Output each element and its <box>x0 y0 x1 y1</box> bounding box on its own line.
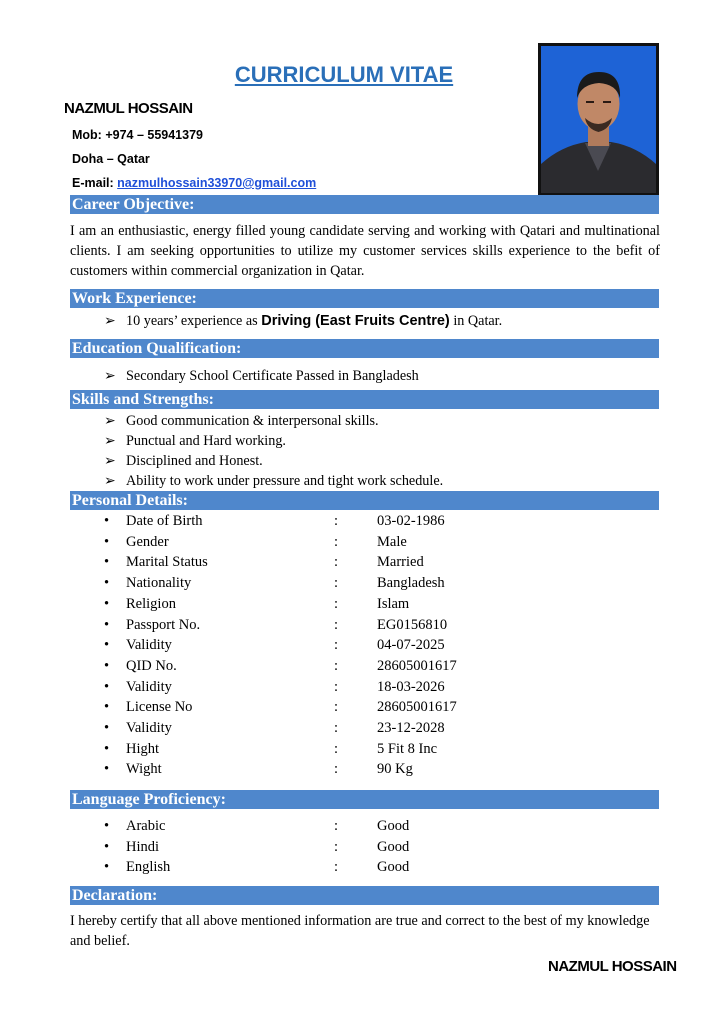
detail-label: QID No. <box>126 657 177 674</box>
detail-colon: : <box>334 740 339 757</box>
bullet-icon: • <box>104 761 110 778</box>
detail-label: Nationality <box>126 575 192 592</box>
detail-row <box>104 759 564 780</box>
education-text: Secondary School Certificate Passed in Bangladesh <box>126 368 419 384</box>
bullet-icon: • <box>104 616 110 633</box>
bullet-icon: • <box>104 818 110 834</box>
arrow-bullet-icon: ➢ <box>104 313 116 329</box>
detail-row <box>104 718 564 739</box>
detail-colon: : <box>334 761 339 778</box>
detail-value: Male <box>377 533 407 550</box>
skills-heading: Skills and Strengths: <box>70 390 659 409</box>
education-item <box>104 366 419 386</box>
skill-item <box>104 411 379 431</box>
detail-colon: : <box>334 513 339 529</box>
detail-label: English <box>126 859 171 876</box>
detail-colon: : <box>334 554 339 571</box>
detail-value: 23-12-2028 <box>377 720 445 736</box>
bullet-icon: • <box>104 513 110 529</box>
arrow-bullet-icon: ➢ <box>104 473 116 489</box>
detail-colon: : <box>334 818 339 834</box>
detail-value: Islam <box>377 595 410 612</box>
detail-value: Married <box>377 554 424 571</box>
skill-text: Good communication & interpersonal skills. <box>126 413 379 429</box>
arrow-bullet-icon: ➢ <box>104 433 116 449</box>
detail-label: Gender <box>126 533 169 550</box>
detail-row <box>104 739 564 760</box>
bullet-icon: • <box>104 678 110 695</box>
detail-colon: : <box>334 678 339 695</box>
personal-details-heading: Personal Details: <box>70 491 659 510</box>
bullet-icon: • <box>104 554 110 571</box>
bullet-icon: • <box>104 637 110 654</box>
education-heading: Education Qualification: <box>70 339 659 358</box>
detail-value: 5 Fit 8 Inc <box>377 740 438 757</box>
email-line <box>72 176 316 190</box>
detail-label: Religion <box>126 595 176 612</box>
bullet-icon: • <box>104 699 110 716</box>
detail-value: 28605001617 <box>377 657 457 674</box>
detail-colon: : <box>334 699 339 716</box>
detail-row <box>104 573 564 594</box>
person-portrait <box>541 46 656 193</box>
bullet-icon: • <box>104 575 110 592</box>
work-role: Driving (East Fruits Centre) <box>261 313 450 329</box>
email-label: E-mail: <box>72 176 118 190</box>
detail-colon: : <box>334 859 339 876</box>
detail-value: 04-07-2025 <box>377 637 445 654</box>
bullet-icon: • <box>104 740 110 757</box>
skill-text: Ability to work under pressure and tight work schedule. <box>126 473 444 489</box>
detail-label: Wight <box>126 761 162 778</box>
detail-value: 18-03-2026 <box>377 678 445 695</box>
email-link[interactable]: nazmulhossain33970@gmail.com <box>117 176 317 190</box>
detail-label: Date of Birth <box>126 513 203 529</box>
detail-label: Marital Status <box>126 554 208 571</box>
detail-row <box>104 857 564 878</box>
detail-value: Good <box>377 859 410 876</box>
detail-value: 28605001617 <box>377 699 457 716</box>
detail-colon: : <box>334 616 339 633</box>
detail-label: Validity <box>126 720 172 736</box>
skill-text: Disciplined and Honest. <box>126 453 263 469</box>
detail-row <box>104 635 564 656</box>
detail-row <box>104 615 564 636</box>
detail-label: Hindi <box>126 838 160 855</box>
detail-row <box>104 656 564 677</box>
detail-colon: : <box>334 838 339 855</box>
work-experience-item <box>104 311 502 331</box>
work-experience-heading: Work Experience: <box>70 289 659 308</box>
detail-label: Arabic <box>126 818 166 834</box>
detail-colon: : <box>334 595 339 612</box>
bullet-icon: • <box>104 720 110 736</box>
detail-value: EG0156810 <box>377 616 448 633</box>
arrow-bullet-icon: ➢ <box>104 413 116 429</box>
detail-label: Passport No. <box>126 616 201 633</box>
detail-colon: : <box>334 575 339 592</box>
arrow-bullet-icon: ➢ <box>104 453 116 469</box>
bullet-icon: • <box>104 859 110 876</box>
detail-value: Good <box>377 838 410 855</box>
detail-row <box>104 511 564 532</box>
detail-label: License No <box>126 699 193 716</box>
mobile-number: Mob: +974 – 55941379 <box>72 128 203 142</box>
skill-item <box>104 451 263 471</box>
detail-value: 03-02-1986 <box>377 513 445 529</box>
career-objective-heading: Career Objective: <box>70 195 659 214</box>
detail-colon: : <box>334 533 339 550</box>
detail-colon: : <box>334 637 339 654</box>
detail-value: 90 Kg <box>377 761 413 778</box>
candidate-name: NAZMUL HOSSAIN <box>64 100 193 117</box>
profile-photo <box>538 43 659 196</box>
detail-row <box>104 532 564 553</box>
location: Doha – Qatar <box>72 152 150 166</box>
detail-value: Bangladesh <box>377 575 445 592</box>
detail-colon: : <box>334 720 339 736</box>
skill-text: Punctual and Hard working. <box>126 433 286 449</box>
detail-row <box>104 677 564 698</box>
work-suffix: in Qatar. <box>449 313 503 329</box>
arrow-bullet-icon: ➢ <box>104 368 116 384</box>
detail-value: Good <box>377 818 410 834</box>
detail-colon: : <box>334 657 339 674</box>
skill-item <box>104 431 286 451</box>
skill-item <box>104 471 443 491</box>
bullet-icon: • <box>104 838 110 855</box>
detail-row <box>104 594 564 615</box>
detail-label: Validity <box>126 678 172 695</box>
work-prefix: 10 years’ experience as <box>126 313 262 329</box>
bullet-icon: • <box>104 595 110 612</box>
cv-title: CURRICULUM VITAE <box>234 62 454 87</box>
language-heading: Language Proficiency: <box>70 790 659 809</box>
detail-row <box>104 552 564 573</box>
detail-label: Hight <box>126 740 160 757</box>
declaration-text: I hereby certify that all above mentioned information are true and correct to the best of my knowledge and belief. <box>70 913 650 949</box>
detail-row <box>104 697 564 718</box>
career-objective-text: I am an enthusiastic, energy filled young candidate serving and working with Qatari and multinational clients. I am seeking opportunities to utilize my customer services skills experience to the befit of customers within commercial organization in Qatar. <box>70 223 660 279</box>
declaration-heading: Declaration: <box>70 886 659 905</box>
bullet-icon: • <box>104 657 110 674</box>
bullet-icon: • <box>104 533 110 550</box>
detail-label: Validity <box>126 637 172 654</box>
detail-row <box>104 816 564 837</box>
signature-name: NAZMUL HOSSAIN <box>548 958 677 975</box>
detail-row <box>104 837 564 858</box>
